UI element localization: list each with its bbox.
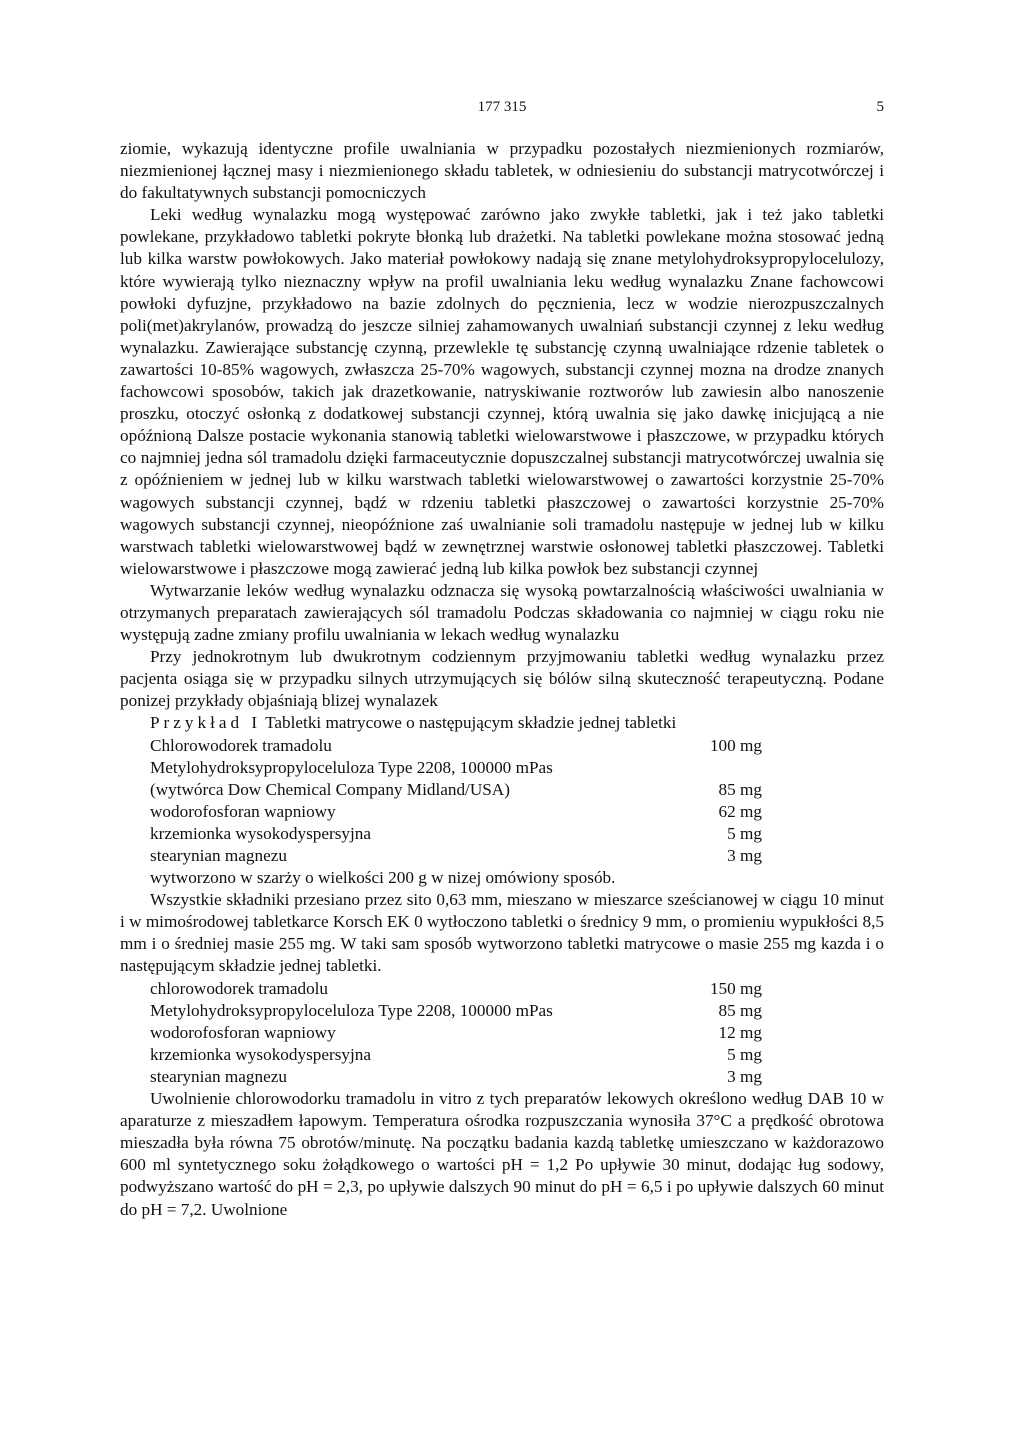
ingredient-name: stearynian magnezu xyxy=(150,1066,287,1086)
ingredient-name: Chlorowodorek tramadolu xyxy=(150,735,332,755)
recipe-row xyxy=(120,801,762,823)
ingredient-amount: 12 mg xyxy=(718,1022,762,1042)
ingredient-name: Metylohydroksypropyloceluloza Type 2208, 100000 mPas xyxy=(150,757,553,777)
ingredient-name: Metylohydroksypropyloceluloza Type 2208, 100000 mPas xyxy=(150,1000,553,1020)
example-intro: Tabletki matrycowe o następującym składzie jednej tabletki xyxy=(265,713,677,733)
ingredient-amount: 5 mg xyxy=(727,823,762,843)
ingredient-amount: 100 mg xyxy=(709,735,762,755)
document-number: 177 315 xyxy=(477,99,527,115)
paragraph-release-test: Uwolnienie chlorowodorku tramadolu in vitro z tych preparatów lekowych określono według DAB 10 w aparaturze z mieszadłem łapowym. Temperatura ośrodka rozpuszczania wynosiła 37°C a prędkość obrotowa mieszadła była równa 75 obrotów/minutę. Na początku badania kazdą tabletkę umieszczano w każdorazowo 600 ml syntetycznego soku żołądkowego o wartości pH = 1,2 Po upływie 30 minut, dodając ług sodowy, podwyższano wartość do pH = 2,3, po upływie dalszych 90 minut do pH = 6,5 i po upływie dalszych 60 minut do pH = 7,2. Uwolnione xyxy=(120,1089,884,1219)
ingredient-amount: 3 mg xyxy=(727,1066,762,1086)
ingredient-amount: 150 mg xyxy=(709,978,762,998)
ingredient-name: wodorofosforan wapniowy xyxy=(150,801,336,821)
ingredient-amount xyxy=(672,757,762,779)
ingredient-name: krzemionka wysokodyspersyjna xyxy=(150,823,372,843)
recipe-row xyxy=(120,845,762,867)
recipe-note: wytworzono w szarży o wielkości 200 g w nizej omówiony sposób. xyxy=(150,868,616,888)
ingredient-name: krzemionka wysokodyspersyjna xyxy=(150,1044,372,1064)
paragraph-continuation: ziomie, wykazują identyczne profile uwalniania w przypadku pozostałych niezmienionych rozmiarów, niezmienionej łącznej masy i niezmienionego składu tabletek, w odniesieniu do substancji matrycotwórczej i do fakultatywnych substancji pomocniczych xyxy=(120,139,884,203)
recipe-list-2 xyxy=(120,978,884,1088)
recipe-row xyxy=(120,779,762,801)
example-heading xyxy=(120,712,884,734)
recipe-row xyxy=(120,757,762,779)
page-number: 5 xyxy=(876,99,884,115)
paragraph-forms: Leki według wynalazku mogą występować zarówno jako zwykłe tabletki, jak i też jako tabletki powlekane, przykładowo tabletki pokryte błonką lub drażetki. Na tabletki powlekane można stosować jedną lub kilka warstw powłokowych. Jako materiał powłokowy nadają się znane metylohydroksypropylocelulozy, które wywierają tylko nieznaczny wpływ na profil uwalniania leku według wynalazku Znane fachowcowi powłoki dyfuzjne, przykładowo na bazie zdolnych do pęcznienia, lecz w wodzie nierozpuszczalnych poli(met)akrylanów, prowadzą do jeszcze silniej zahamowanych uwalniań substancji czynnej z leku według wynalazku. Zawierające substancję czynną, przewlekle tę substancję czynną uwalniające rdzenie tabletek o zawartości 10-85% wagowych, zwłaszcza 25-70% wagowych, substancji czynnej mozna na drodze znanych fachowcowi sposobów, takich jak drazetkowanie, natryskiwanie roztworów lub zawiesin albo nanoszenie proszku, otoczyć osłonką z dodatkowej substancji czynnej, którą uwalnia się jako dawkę inicjującą a nie opóźnioną Dalsze postacie wykonania stanowią tabletki wielowarstwowe i płaszczowe, w przypadku których co najmniej jedna sól tramadolu dzięki farmaceutycznie dopuszczalnej substancji matrycotwórczej uwalnia się z opóźnieniem w jednej lub w kilku warstwach tabletki wielowarstwowej o zawartości korzystnie 25-70% wagowych substancji czynnej, bądź w rdzeniu tabletki płaszczowej o zawartości korzystnie 25-70% wagowych substancji czynnej, nieopóźnione zaś uwalnianie soli tramadolu następuje w jednej lub w kilku warstwach tabletki wielowarstwowej bądź w zewnętrznej warstwie osłonowej tabletki płaszczowej. Tabletki wielowarstwowe i płaszczowe mogą zawierać jedną lub kilka powłok bez substancji czynnej xyxy=(120,205,884,578)
recipe-row xyxy=(120,1000,762,1022)
recipe-row xyxy=(120,735,762,757)
ingredient-amount: 3 mg xyxy=(727,846,762,865)
ingredient-name: stearynian magnezu xyxy=(150,846,287,865)
document-body xyxy=(120,138,884,1221)
ingredient-amount: 85 mg xyxy=(718,779,762,799)
paragraph-dosing: Przy jednokrotnym lub dwukrotnym codziennym przyjmowaniu tabletki według wynalazku przez pacjenta osiąga się w przypadku silnych utrzymujących się bólów silną skuteczność terapeutyczną. Podane ponizej przykłady objaśniają blizej wynalazek xyxy=(120,647,884,711)
recipe-list-1 xyxy=(120,735,884,868)
ingredient-name: (wytwórca Dow Chemical Company Midland/USA) xyxy=(150,779,510,799)
recipe-row xyxy=(120,978,762,1000)
recipe-row xyxy=(120,1066,762,1088)
ingredient-amount: 5 mg xyxy=(727,1044,762,1064)
ingredient-amount: 85 mg xyxy=(718,1000,762,1020)
ingredient-name: wodorofosforan wapniowy xyxy=(150,1022,336,1042)
paragraph-manufacture: Wytwarzanie leków według wynalazku odznacza się wysoką powtarzalnością właściwości uwalniania w otrzymanych preparatach zawierających sól tramadolu Podczas składowania co najmniej w ciągu roku nie występują zadne zmiany profilu uwalniania w lekach według wynalazku xyxy=(120,580,884,645)
recipe-row xyxy=(120,823,762,845)
ingredient-name: chlorowodorek tramadolu xyxy=(150,978,329,998)
ingredient-amount: 62 mg xyxy=(718,801,762,821)
recipe-row xyxy=(120,1044,762,1066)
recipe-row xyxy=(120,1022,762,1044)
example-label: Przykład I xyxy=(150,713,262,733)
page-header xyxy=(120,97,884,121)
paragraph-process: Wszystkie składniki przesiano przez sito 0,63 mm, mieszano w mieszarce sześcianowej w ciągu 10 minut i w mimośrodowej tabletkarce Korsch EK 0 wytłoczono tabletki o średnicy 9 mm, o promieniu wypukłości 8,5 mm i o średniej masie 255 mg. W taki sam sposób wytworzono tabletki matrycowe o masie 255 mg kazda i o następującym składzie jednej tabletki. xyxy=(120,890,884,976)
